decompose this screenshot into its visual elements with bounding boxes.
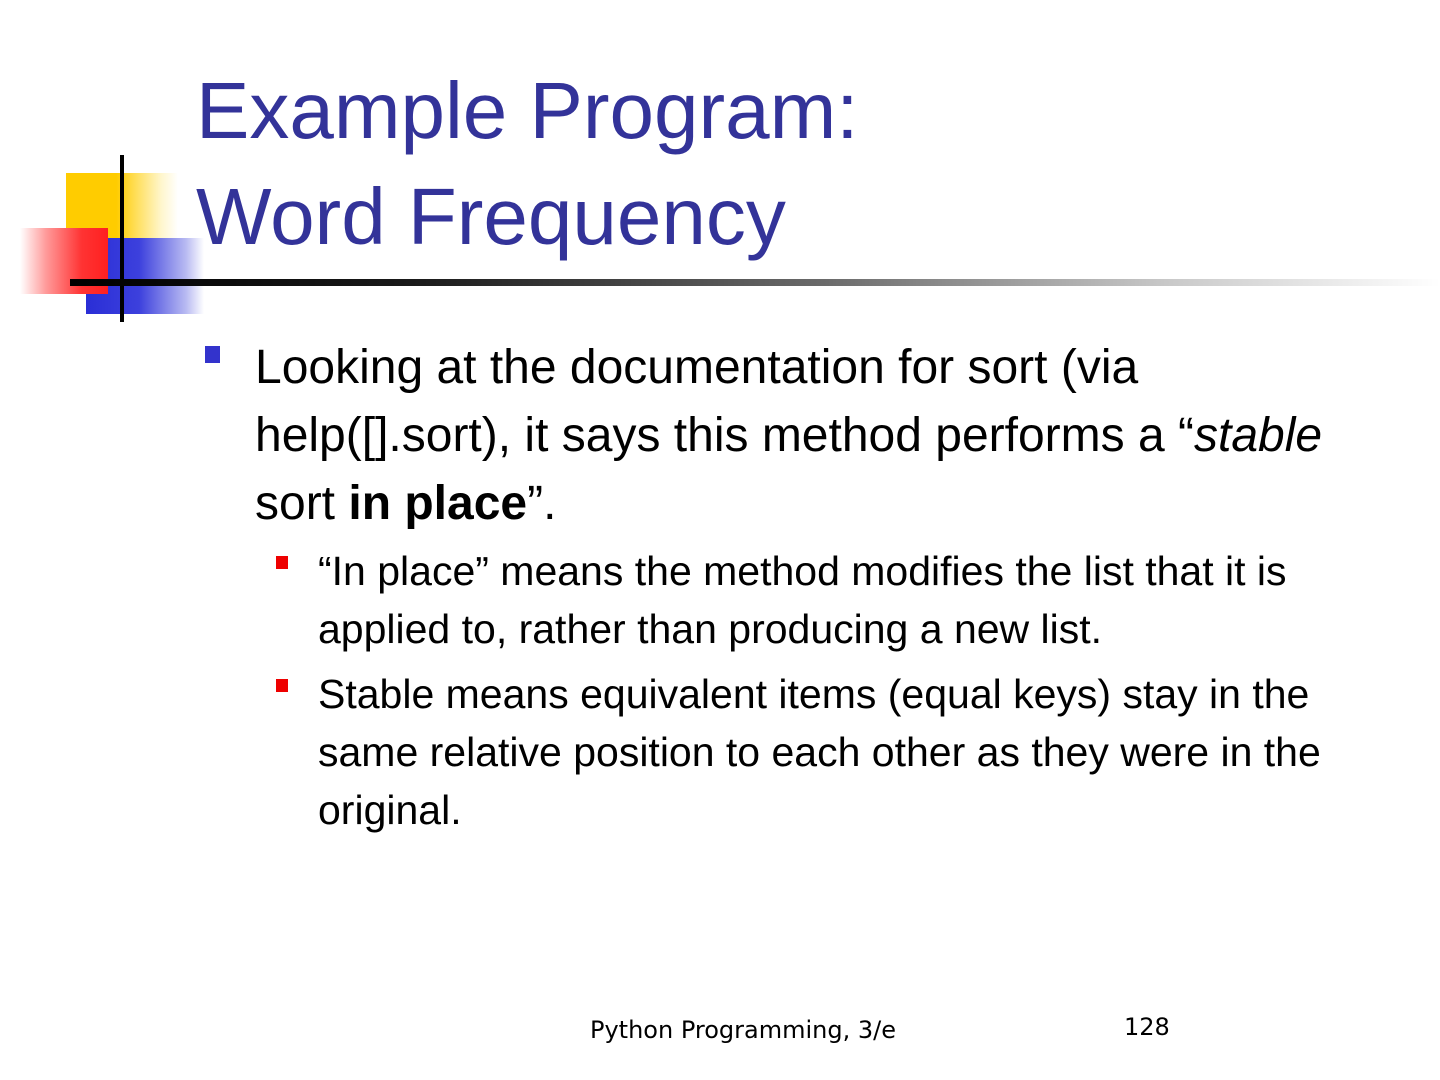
- bullet-square-icon: [205, 346, 220, 363]
- sub-bullet-square-icon: [276, 679, 288, 692]
- footer-text: Python Programming, 3/e: [590, 1016, 896, 1044]
- bullet-1-italic-stable: stable: [1193, 409, 1323, 462]
- title-underline-rule: [70, 279, 1440, 286]
- slide-title-line-1: Example Program:: [196, 66, 859, 155]
- sub-bullet-square-icon: [276, 556, 288, 569]
- slide-title-line-2: Word Frequency: [196, 172, 786, 261]
- bullet-1-text-middle: sort: [255, 477, 349, 530]
- bullet-1-text-after: ”.: [527, 477, 557, 530]
- page-number: 128: [1124, 1013, 1170, 1041]
- logo-vertical-line: [120, 155, 124, 322]
- bullet-1-bold-in-place: in place: [348, 477, 528, 530]
- sub-bullet-item-2: Stable means equivalent items (equal keys) stay in the same relative position to each other as they were in the original.: [318, 671, 1321, 833]
- bullet-1-text-before: Looking at the documentation for sort (via help([].sort), it says this method performs a “: [255, 341, 1194, 462]
- slide-title: [196, 58, 1376, 270]
- bullet-item-1: [255, 334, 1375, 538]
- sub-bullet-item-1: “In place” means the method modifies the list that it is applied to, rather than producing a new list.: [318, 548, 1287, 652]
